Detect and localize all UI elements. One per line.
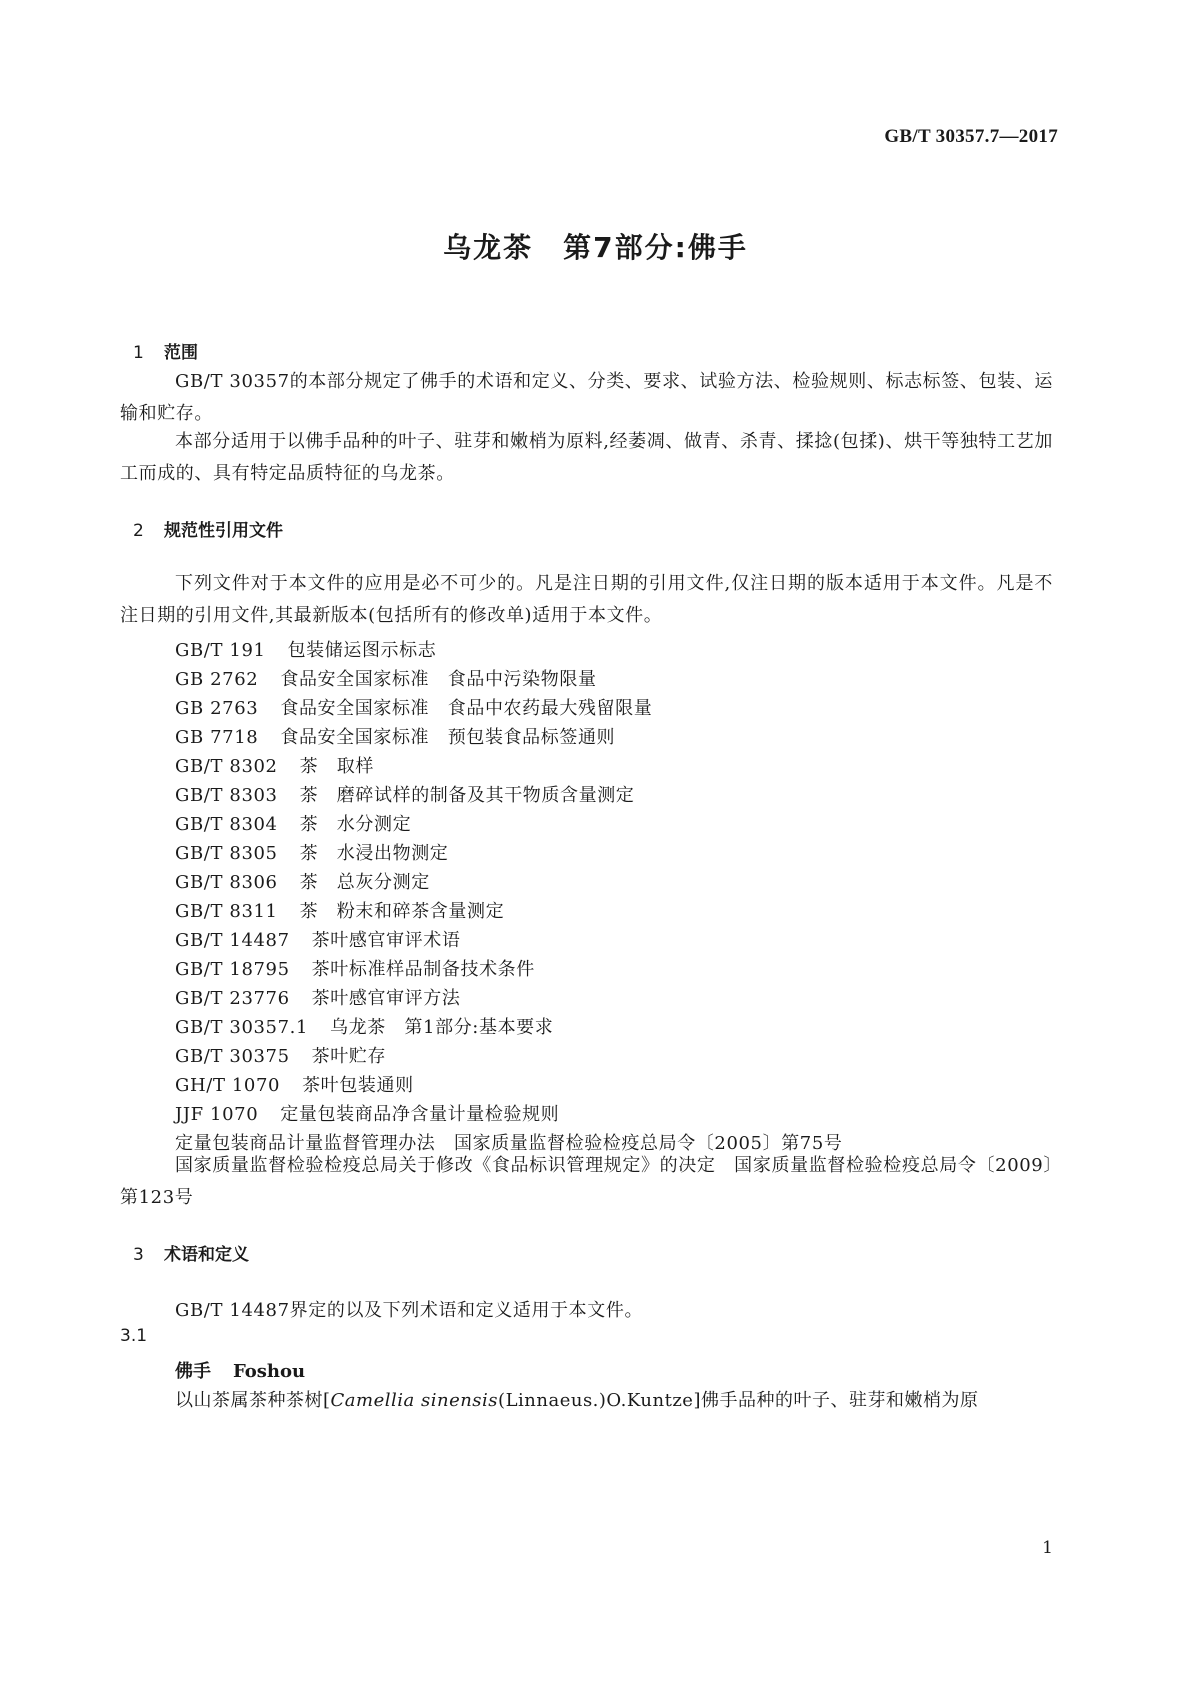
term-english: Foshou xyxy=(233,1361,306,1382)
reference-title: 茶叶贮存 xyxy=(311,1046,387,1067)
reference-item xyxy=(175,723,615,749)
definition-suffix: (Linnaeus.)O.Kuntze]佛手品种的叶子、驻芽和嫩梢为原 xyxy=(498,1390,979,1411)
reference-item xyxy=(175,752,374,778)
terms-intro: GB/T 14487界定的以及下列术语和定义适用于本文件。 xyxy=(175,1300,644,1321)
scope-paragraph-1: GB/T 30357的本部分规定了佛手的术语和定义、分类、要求、试验方法、检验规则、标志标签、包装、运输和贮存。 xyxy=(120,371,1053,424)
term-chinese: 佛手 xyxy=(175,1361,211,1382)
page-number: 1 xyxy=(1042,1538,1053,1558)
reference-code: GB/T 8303 xyxy=(175,785,278,806)
section-title: 范围 xyxy=(164,343,198,363)
reference-item xyxy=(175,926,460,952)
reference-code: GB/T 18795 xyxy=(175,959,290,980)
reference-code: GH/T 1070 xyxy=(175,1075,281,1096)
reference-item xyxy=(175,1013,553,1039)
reference-code: GB/T 14487 xyxy=(175,930,290,951)
reference-title: 茶 取样 xyxy=(299,756,375,777)
reference-code: GB/T 8306 xyxy=(175,872,278,893)
reference-item xyxy=(175,810,411,836)
reference-code: GB/T 8305 xyxy=(175,843,278,864)
reference-code: GB/T 8311 xyxy=(175,901,278,922)
regulation-1: 定量包装商品计量监督管理办法 国家质量监督检验检疫总局令〔2005〕第75号 xyxy=(175,1133,843,1154)
reference-title: 茶叶感官审评方法 xyxy=(311,988,461,1009)
scope-paragraph-2: 本部分适用于以佛手品种的叶子、驻芽和嫩梢为原料,经萎凋、做青、杀青、揉捻(包揉)、烘干等独特工艺加工而成的、具有特定品质特征的乌龙茶。 xyxy=(120,431,1053,484)
section-number: 2 xyxy=(133,521,144,541)
reference-title: 茶 水浸出物测定 xyxy=(299,843,449,864)
reference-code: GB 2762 xyxy=(175,669,259,690)
term-definition xyxy=(175,1386,978,1412)
reference-title: 茶 总灰分测定 xyxy=(299,872,430,893)
clause-number: 3.1 xyxy=(120,1326,148,1346)
document-title: 乌龙茶 第7部分:佛手 xyxy=(443,231,748,264)
reference-code: GB/T 23776 xyxy=(175,988,290,1009)
reference-title: 包装储运图示标志 xyxy=(287,640,437,661)
reference-title: 茶 磨碎试样的制备及其干物质含量测定 xyxy=(299,785,635,806)
reference-title: 食品安全国家标准 预包装食品标签通则 xyxy=(280,727,616,748)
reference-code: JJF 1070 xyxy=(175,1104,259,1125)
regulation-2: 国家质量监督检验检疫总局关于修改《食品标识管理规定》的决定 国家质量监督检验检疫总局令〔2009〕第123号 xyxy=(120,1155,1053,1208)
reference-code: GB 7718 xyxy=(175,727,259,748)
reference-item xyxy=(175,897,504,923)
section-number: 1 xyxy=(133,343,144,363)
reference-item xyxy=(175,636,436,662)
reference-item xyxy=(175,984,460,1010)
reference-item xyxy=(175,955,535,981)
reference-title: 食品安全国家标准 食品中污染物限量 xyxy=(280,669,597,690)
reference-title: 茶 粉末和碎茶含量测定 xyxy=(299,901,505,922)
reference-title: 定量包装商品净含量计量检验规则 xyxy=(280,1104,560,1125)
reference-title: 茶叶包装通则 xyxy=(302,1075,414,1096)
term-entry xyxy=(175,1357,305,1383)
section-title: 术语和定义 xyxy=(164,1245,249,1265)
section-title: 规范性引用文件 xyxy=(164,521,283,541)
section-heading-terms xyxy=(133,1240,249,1265)
standard-code: GB/T 30357.7—2017 xyxy=(884,126,1058,147)
reference-title: 食品安全国家标准 食品中农药最大残留限量 xyxy=(280,698,653,719)
reference-code: GB 2763 xyxy=(175,698,259,719)
reference-item xyxy=(175,694,652,720)
section-heading-scope xyxy=(133,338,198,363)
reference-code: GB/T 30357.1 xyxy=(175,1017,309,1038)
definition-prefix: 以山茶属茶种茶树[ xyxy=(175,1390,331,1411)
reference-title: 乌龙茶 第1部分:基本要求 xyxy=(330,1017,554,1038)
reference-item xyxy=(175,1071,414,1097)
reference-item xyxy=(175,1100,559,1126)
reference-item xyxy=(175,868,430,894)
reference-code: GB/T 8304 xyxy=(175,814,278,835)
reference-item xyxy=(175,781,634,807)
reference-code: GB/T 191 xyxy=(175,640,266,661)
reference-item xyxy=(175,839,448,865)
reference-title: 茶叶感官审评术语 xyxy=(311,930,461,951)
references-intro: 下列文件对于本文件的应用是必不可少的。凡是注日期的引用文件,仅注日期的版本适用于本文件。凡是不注日期的引用文件,其最新版本(包括所有的修改单)适用于本文件。 xyxy=(120,573,1053,626)
reference-code: GB/T 30375 xyxy=(175,1046,290,1067)
reference-item xyxy=(175,665,597,691)
section-heading-normative-references xyxy=(133,516,283,541)
section-number: 3 xyxy=(133,1245,144,1265)
reference-code: GB/T 8302 xyxy=(175,756,278,777)
reference-title: 茶 水分测定 xyxy=(299,814,412,835)
reference-item xyxy=(175,1042,386,1068)
reference-title: 茶叶标准样品制备技术条件 xyxy=(311,959,535,980)
definition-latin-name: Camellia sinensis xyxy=(330,1390,499,1411)
